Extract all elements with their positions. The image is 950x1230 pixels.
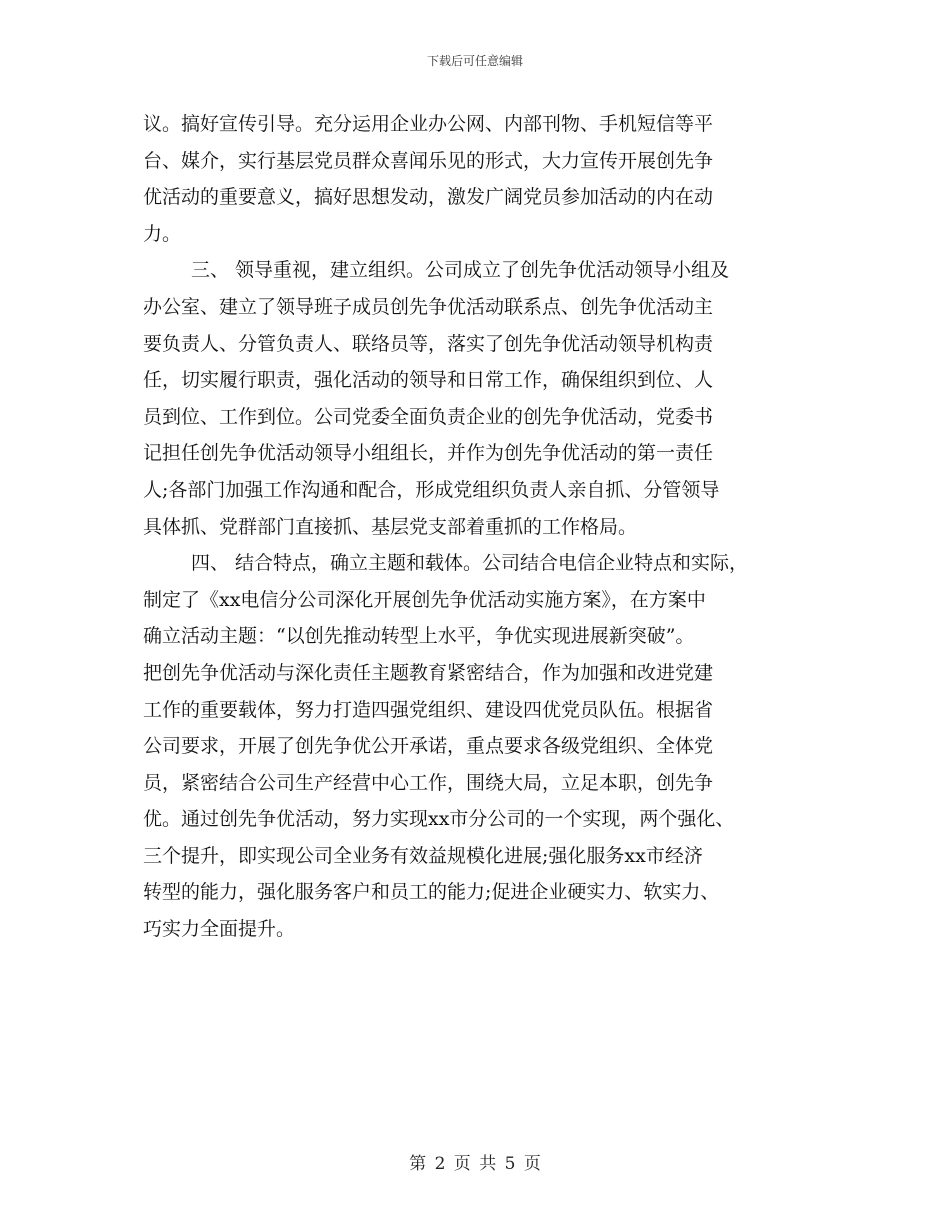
text-line: 员，紧密结合公司生产经营中心工作，围绕大局，立足本职，创先争 — [143, 771, 714, 794]
text-line: 人;各部门加强工作沟通和配合，形成党组织负责人亲自抓、分管领导 — [143, 478, 720, 501]
text-line: 三个提升，即实现公司全业务有效益规模化进展;强化服务xx市经济 — [143, 844, 703, 867]
page-number-footer: 第 2 页 共 5 页 — [409, 1154, 541, 1174]
text-line: 优。通过创先争优活动，努力实现xx市分公司的一个实现，两个强化、 — [143, 808, 735, 831]
text-line: 议。搞好宣传引导。充分运用企业办公网、内部刊物、手机短信等平 — [143, 113, 714, 135]
text-line: 记担任创先争优活动领导小组组长，并作为创先争优活动的第一责任 — [143, 442, 714, 465]
document-body — [143, 106, 823, 948]
text-line: 员到位、工作到位。公司党委全面负责企业的创先争优活动，党委书 — [143, 405, 714, 428]
text-line: 办公室、建立了领导班子成员创先争优活动联系点、创先争优活动主 — [143, 295, 714, 318]
section-three-heading-line: 三、 领导重视，建立组织。公司成立了创先争优活动领导小组及 — [191, 259, 730, 282]
text-line: 力。 — [143, 222, 182, 245]
section-four-heading-line: 四、 结合特点，确立主题和载体。公司结合电信企业特点和实际， — [191, 552, 749, 575]
text-line: 台、媒介，实行基层党员群众喜闻乐见的形式，大力宣传开展创先争 — [143, 149, 714, 172]
text-line: 转型的能力，强化服务客户和员工的能力;促进企业硬实力、软实力、 — [143, 881, 720, 904]
text-line: 工作的重要载体，努力打造四强党组织、建设四优党员队伍。根据省 — [143, 698, 714, 721]
page-header: 下载后可任意编辑 — [426, 54, 523, 68]
text-line: 公司要求，开展了创先争优公开承诺，重点要求各级党组织、全体党 — [143, 735, 714, 758]
text-line: 把创先争优活动与深化责任主题教育紧密结合，作为加强和改进党建 — [143, 661, 714, 684]
text-line: 确立活动主题：“以创先推动转型上水平，争优实现进展新突破”。 — [143, 625, 695, 648]
text-line: 具体抓、党群部门直接抓、基层党支部着重抓的工作格局。 — [143, 515, 638, 538]
text-line: 优活动的重要意义，搞好思想发动，激发广阔党员参加活动的内在动 — [143, 186, 714, 209]
text-line: 制定了《xx电信分公司深化开展创先争优活动实施方案》，在方案中 — [143, 588, 706, 611]
text-line: 要负责人、分管负责人、联络员等，落实了创先争优活动领导机构责 — [143, 332, 714, 355]
text-line: 巧实力全面提升。 — [143, 918, 296, 941]
text-line: 任，切实履行职责，强化活动的领导和日常工作，确保组织到位、人 — [143, 369, 714, 392]
